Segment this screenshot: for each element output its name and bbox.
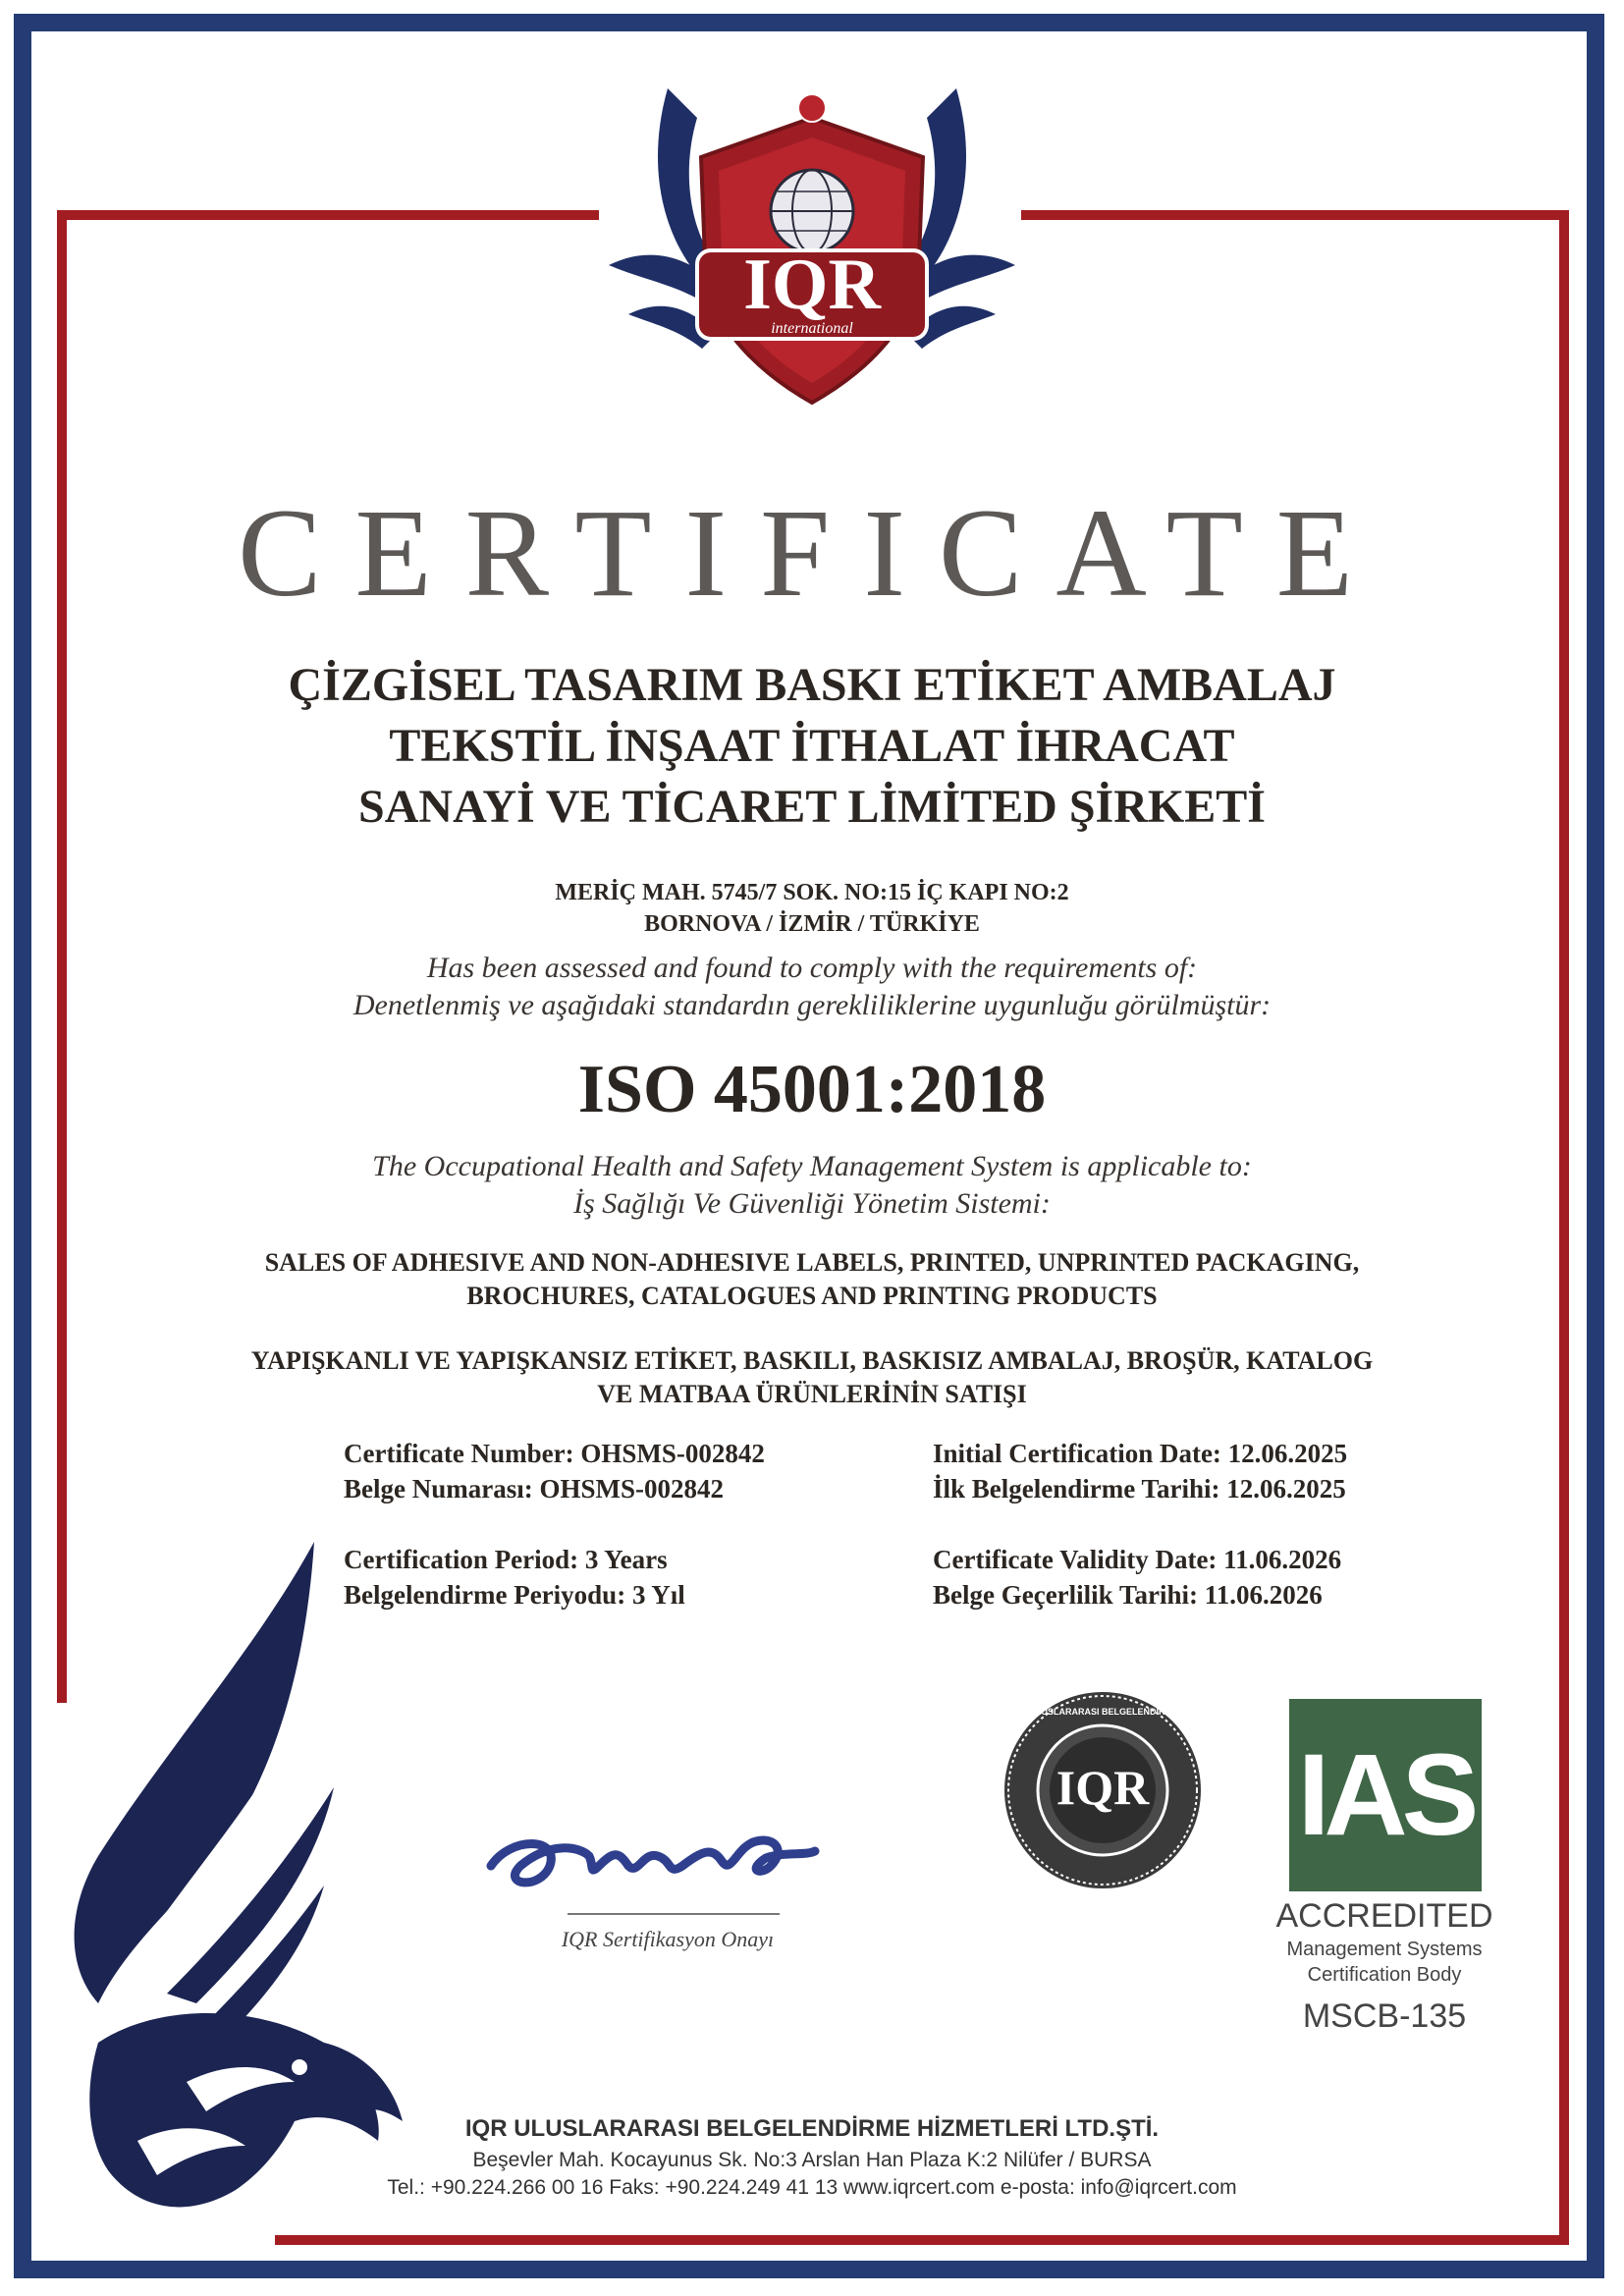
- cert-number-tr: Belge Numarası: OHSMS-002842: [344, 1474, 724, 1503]
- initial-date-tr: İlk Belgelendirme Tarihi: 12.06.2025: [933, 1474, 1346, 1503]
- ias-accredited: ACCREDITED: [1275, 1897, 1493, 1935]
- crest-brand: IQR: [743, 245, 881, 325]
- initial-date-en: Initial Certification Date: 12.06.2025: [933, 1439, 1348, 1468]
- seal-center-text: IQR: [1056, 1760, 1150, 1815]
- company-name-line3: SANAYİ VE TİCARET LİMİTED ŞİRKETİ: [358, 781, 1266, 833]
- red-border-bottom: [275, 2235, 1569, 2245]
- footer-company: IQR ULUSLARARASI BELGELENDİRME HİZMETLERİ LTD.ŞTİ.: [464, 2115, 1160, 2142]
- cert-number-en: Certificate Number: OHSMS-002842: [344, 1439, 765, 1468]
- certificate-title: CERTIFICATE: [238, 483, 1386, 623]
- scope-en-line1: SALES OF ADHESIVE AND NON-ADHESIVE LABELS, PRINTED, UNPRINTED PACKAGING,: [264, 1248, 1360, 1277]
- address-line1: MERİÇ MAH. 5745/7 SOK. NO:15 İÇ KAPI NO:2: [555, 880, 1069, 905]
- scope-en-line2: BROCHURES, CATALOGUES AND PRINTING PRODUCTS: [466, 1282, 1158, 1310]
- period-en: Certification Period: 3 Years: [344, 1545, 668, 1574]
- system-en: The Occupational Health and Safety Management System is applicable to:: [372, 1150, 1252, 1182]
- validity-tr: Belge Geçerlilik Tarihi: 11.06.2026: [933, 1580, 1323, 1610]
- ias-line1: Management Systems: [1286, 1939, 1483, 1960]
- seal-ring-text: IQR ULUSLARARASI BELGELENDİRME HİZMETLERİ LTD.ŞTİ.: [1011, 1707, 1272, 1717]
- assessed-tr: Denetlenmiş ve aşağıdaki standardın gerekliliklerine uygunluğu görülmüştür:: [352, 989, 1272, 1021]
- ias-logo: IAS: [1289, 1699, 1482, 1891]
- system-tr: İş Sağlığı Ve Güvenliği Yönetim Sistemi:: [573, 1187, 1051, 1220]
- company-name-line1: ÇİZGİSEL TASARIM BASKI ETİKET AMBALAJ: [288, 659, 1336, 711]
- crest-tagline: international: [771, 320, 853, 337]
- validity-en: Certificate Validity Date: 11.06.2026: [933, 1545, 1342, 1574]
- ias-code: MSCB-135: [1302, 1997, 1467, 2035]
- signature-line: [568, 1913, 780, 1915]
- scope-tr-line1: YAPIŞKANLI VE YAPIŞKANSIZ ETİKET, BASKILI, BASKISIZ AMBALAJ, BROŞÜR, KATALOG: [250, 1346, 1374, 1375]
- ias-line2: Certification Body: [1307, 1964, 1462, 1986]
- company-name-line2: TEKSTİL İNŞAAT İTHALAT İHRACAT: [389, 720, 1235, 772]
- standard-name: ISO 45001:2018: [577, 1052, 1047, 1127]
- signature-caption: IQR Sertifikasyon Onayı: [561, 1927, 775, 1951]
- scope-tr-line2: VE MATBAA ÜRÜNLERİNİN SATIŞI: [597, 1380, 1027, 1408]
- red-border-top-left: [57, 210, 599, 220]
- address-line2: BORNOVA / İZMİR / TÜRKİYE: [644, 911, 980, 937]
- footer-address: Beşevler Mah. Kocayunus Sk. No:3 Arslan Han Plaza K:2 Nilüfer / BURSA: [472, 2149, 1152, 2171]
- signature-icon: [471, 1797, 825, 1905]
- footer-contact: Tel.: +90.224.266 00 16 Faks: +90.224.249 41 13 www.iqrcert.com e-posta: info@iqrcert.com: [387, 2176, 1237, 2199]
- red-border-top-right: [1021, 210, 1569, 220]
- assessed-en: Has been assessed and found to comply with the requirements of:: [426, 952, 1198, 984]
- period-tr: Belgelendirme Periyodu: 3 Yıl: [344, 1580, 685, 1610]
